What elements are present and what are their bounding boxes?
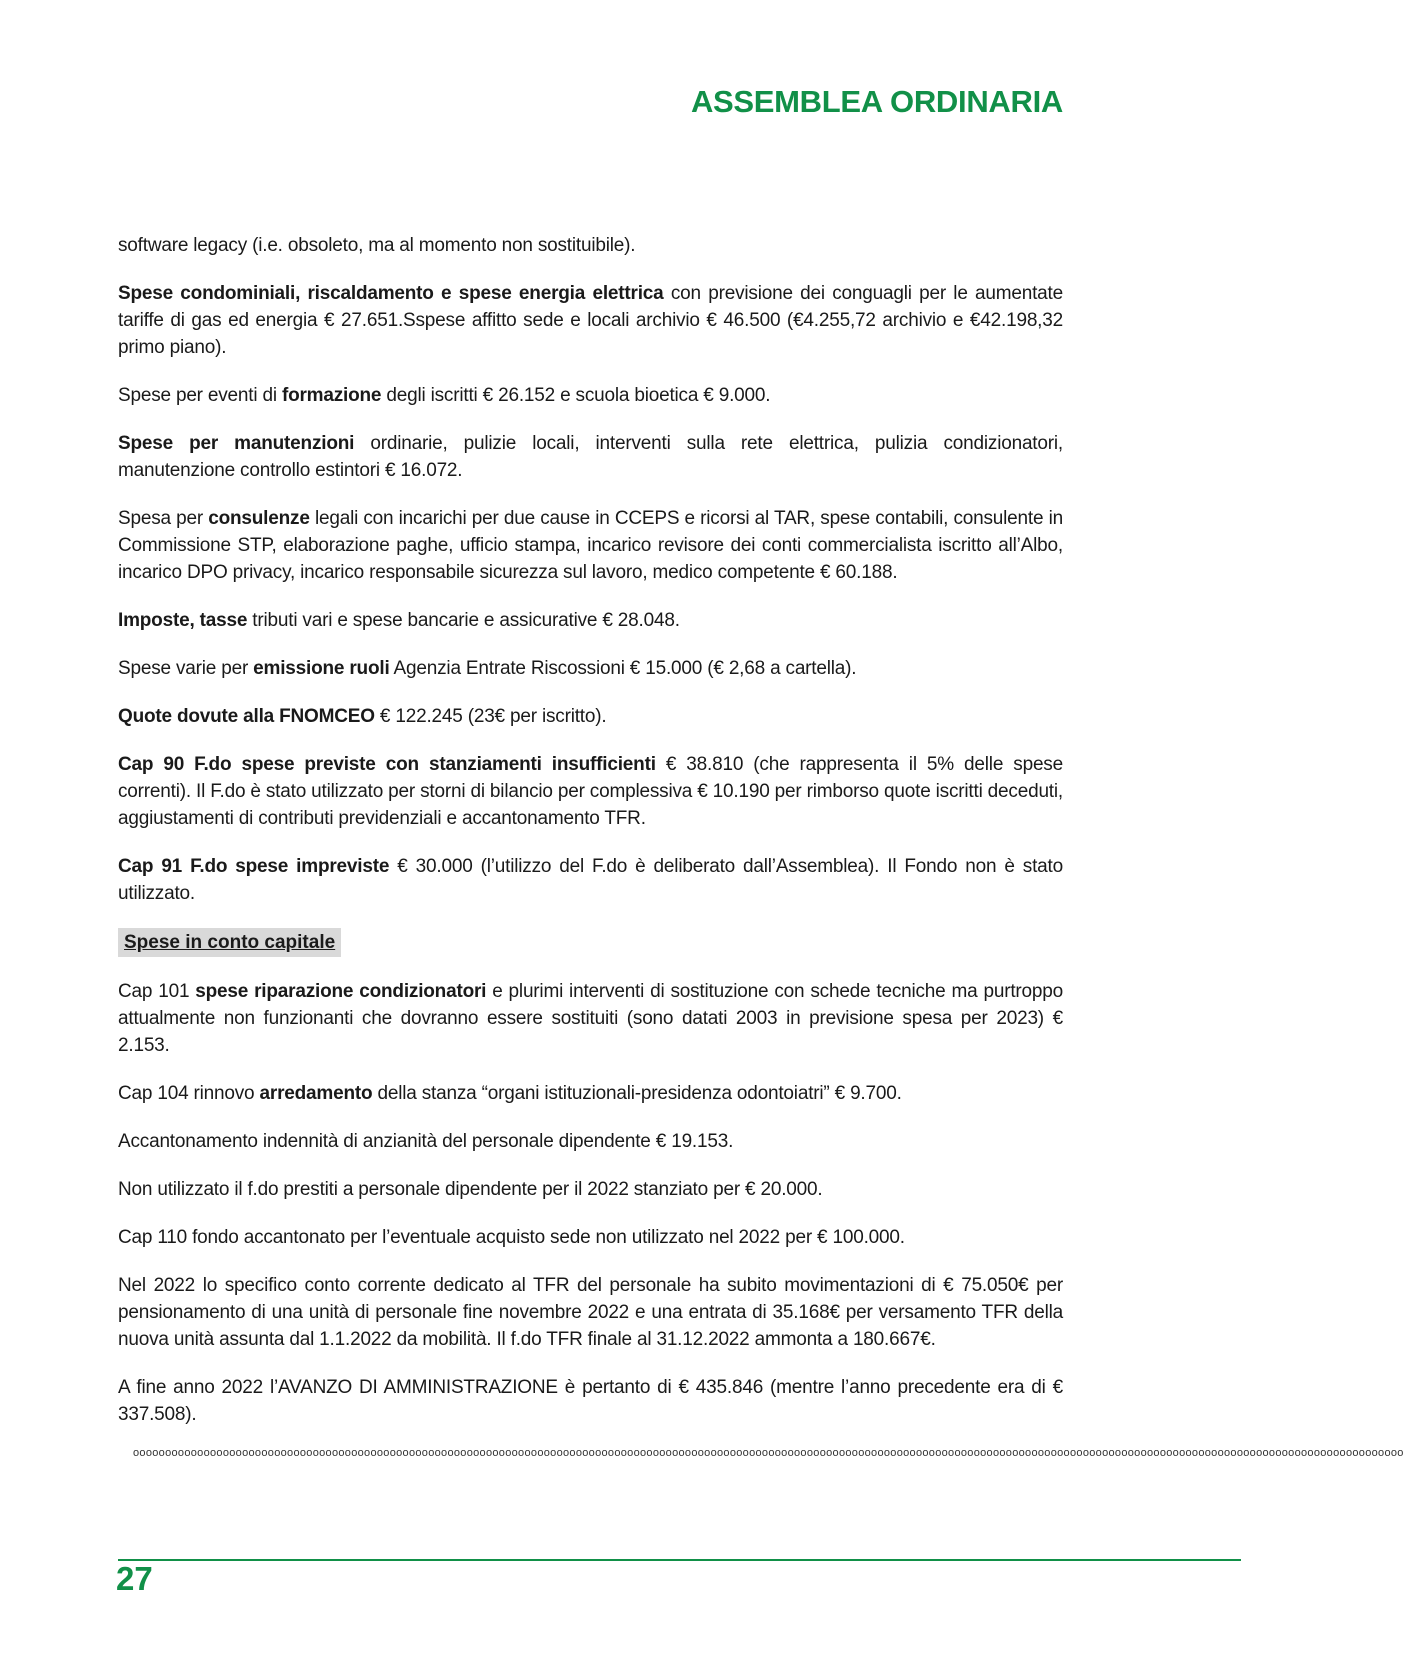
paragraph-text: software legacy (i.e. obsoleto, ma al momento non sostituibile).	[118, 235, 636, 256]
separator-dots: oooooooooooooooooooooooooooooooooooooooooooooooooooooooooooooooooooooooooooooooooooooooooooooooooooooooooooooooooooooooooooooooooooooooooooooooooooooooooooooooooooooooooooooooooooooooooooooooooooooo	[133, 1447, 1404, 1459]
paragraph	[118, 280, 1063, 361]
page-number: 27	[116, 1560, 153, 1597]
paragraph-bold-text: Cap 90 F.do spese previste con stanziamenti insufficienti	[118, 754, 656, 775]
paragraph-text: degli iscritti € 26.152 e scuola bioetica € 9.000.	[381, 385, 771, 406]
paragraph-text: € 30.000 (l’utilizzo del F.do è deliberato dall’Assemblea). Il Fondo non è stato utilizzato.	[118, 856, 1063, 904]
paragraph	[118, 1080, 1063, 1107]
paragraph	[118, 1272, 1063, 1353]
paragraph	[118, 703, 1063, 730]
page-header-title: ASSEMBLEA ORDINARIA	[690, 84, 1063, 119]
paragraph-bold-text: arredamento	[259, 1083, 373, 1104]
paragraph-text: e plurimi interventi di sostituzione con schede tecniche ma purtroppo attualmente non funzionanti che dovranno essere sostituiti (sono datati 2003 in previsione spesa per 2023) € 2.153.	[118, 981, 1063, 1056]
paragraph	[118, 751, 1063, 832]
paragraph	[118, 382, 1063, 409]
paragraph-text: Non utilizzato il f.do prestiti a personale dipendente per il 2022 stanziato per € 20.000.	[118, 1179, 823, 1200]
paragraph-group-spese-conto-capitale	[118, 978, 1063, 1428]
paragraph-group-spese-correnti	[118, 232, 1063, 907]
paragraph-bold-text: Spese condominiali, riscaldamento e spese energia elettrica	[118, 283, 664, 304]
paragraph	[118, 505, 1063, 586]
paragraph-text: con previsione dei conguagli per le aumentate tariffe di gas ed energia € 27.651.Sspese affitto sede e locali archivio € 46.500 (€4.255,72 archivio e €42.198,32 primo piano).	[118, 283, 1063, 358]
paragraph-bold-text: emissione ruoli	[253, 658, 390, 679]
paragraph-text: € 38.810 (che rappresenta il 5% delle spese correnti). Il F.do è stato utilizzato per storni di bilancio per complessiva € 10.190 per rimborso quote iscritti deceduti, aggiustamenti di contributi previdenziali e accantonamento TFR.	[118, 754, 1063, 829]
paragraph	[118, 1176, 1063, 1203]
paragraph-text: tributi vari e spese bancarie e assicurative € 28.048.	[247, 610, 680, 631]
paragraph-bold-text: consulenze	[208, 508, 310, 529]
paragraph	[118, 655, 1063, 682]
paragraph-bold-text: Quote dovute alla FNOMCEO	[118, 706, 375, 727]
paragraph-bold-text: Imposte, tasse	[118, 610, 248, 631]
document-body	[118, 232, 1063, 1449]
paragraph-bold-text: Spese per manutenzioni	[118, 433, 355, 454]
paragraph-text: legali con incarichi per due cause in CCEPS e ricorsi al TAR, spese contabili, consulente in Commissione STP, elaborazione paghe, ufficio stampa, incarico revisore dei conti commercialista iscritto all’Albo, incarico DPO privacy, incarico responsabile sicurezza sul lavoro, medico competente € 60.188.	[118, 508, 1063, 583]
paragraph-text: ordinarie, pulizie locali, interventi sulla rete elettrica, pulizia condizionatori, manutenzione controllo estintori € 16.072.	[118, 433, 1063, 481]
paragraph-text: € 122.245 (23€ per iscritto).	[374, 706, 607, 727]
paragraph-bold-text: spese riparazione condizionatori	[195, 981, 487, 1002]
paragraph	[118, 1224, 1063, 1251]
paragraph-text: Cap 110 fondo accantonato per l’eventuale acquisto sede non utilizzato nel 2022 per € 100.000.	[118, 1227, 905, 1248]
paragraph-text: Spese per eventi di	[118, 385, 282, 406]
paragraph-text: Spesa per	[118, 508, 209, 529]
paragraph	[118, 853, 1063, 907]
paragraph-text: Cap 101	[118, 981, 196, 1002]
paragraph-text: Agenzia Entrate Riscossioni € 15.000 (€ 2,68 a cartella).	[389, 658, 857, 679]
paragraph-text: della stanza “organi istituzionali-presidenza odontoiatri” € 9.700.	[372, 1083, 902, 1104]
paragraph-text: A fine anno 2022 l’AVANZO DI AMMINISTRAZIONE è pertanto di € 435.846 (mentre l’anno precedente era di € 337.508).	[118, 1377, 1063, 1425]
paragraph	[118, 430, 1063, 484]
paragraph	[118, 1128, 1063, 1155]
paragraph-text: Cap 104 rinnovo	[118, 1083, 260, 1104]
paragraph	[118, 607, 1063, 634]
paragraph-text: Accantonamento indennità di anzianità del personale dipendente € 19.153.	[118, 1131, 734, 1152]
paragraph	[118, 978, 1063, 1059]
footer-divider	[118, 1559, 1241, 1561]
paragraph-text: Nel 2022 lo specifico conto corrente dedicato al TFR del personale ha subito movimentazioni di € 75.050€ per pensionamento di una unità di personale fine novembre 2022 e una entrata di 35.168€ per versamento TFR della nuova unità assunta dal 1.1.2022 da mobilità. Il f.do TFR finale al 31.12.2022 ammonta a 180.667€.	[118, 1275, 1063, 1350]
paragraph-bold-text: Cap 91 F.do spese impreviste	[118, 856, 390, 877]
section-title: Spese in conto capitale	[118, 928, 341, 957]
paragraph-bold-text: formazione	[281, 385, 382, 406]
paragraph	[118, 1374, 1063, 1428]
paragraph	[118, 232, 1063, 259]
paragraph-text: Spese varie per	[118, 658, 254, 679]
